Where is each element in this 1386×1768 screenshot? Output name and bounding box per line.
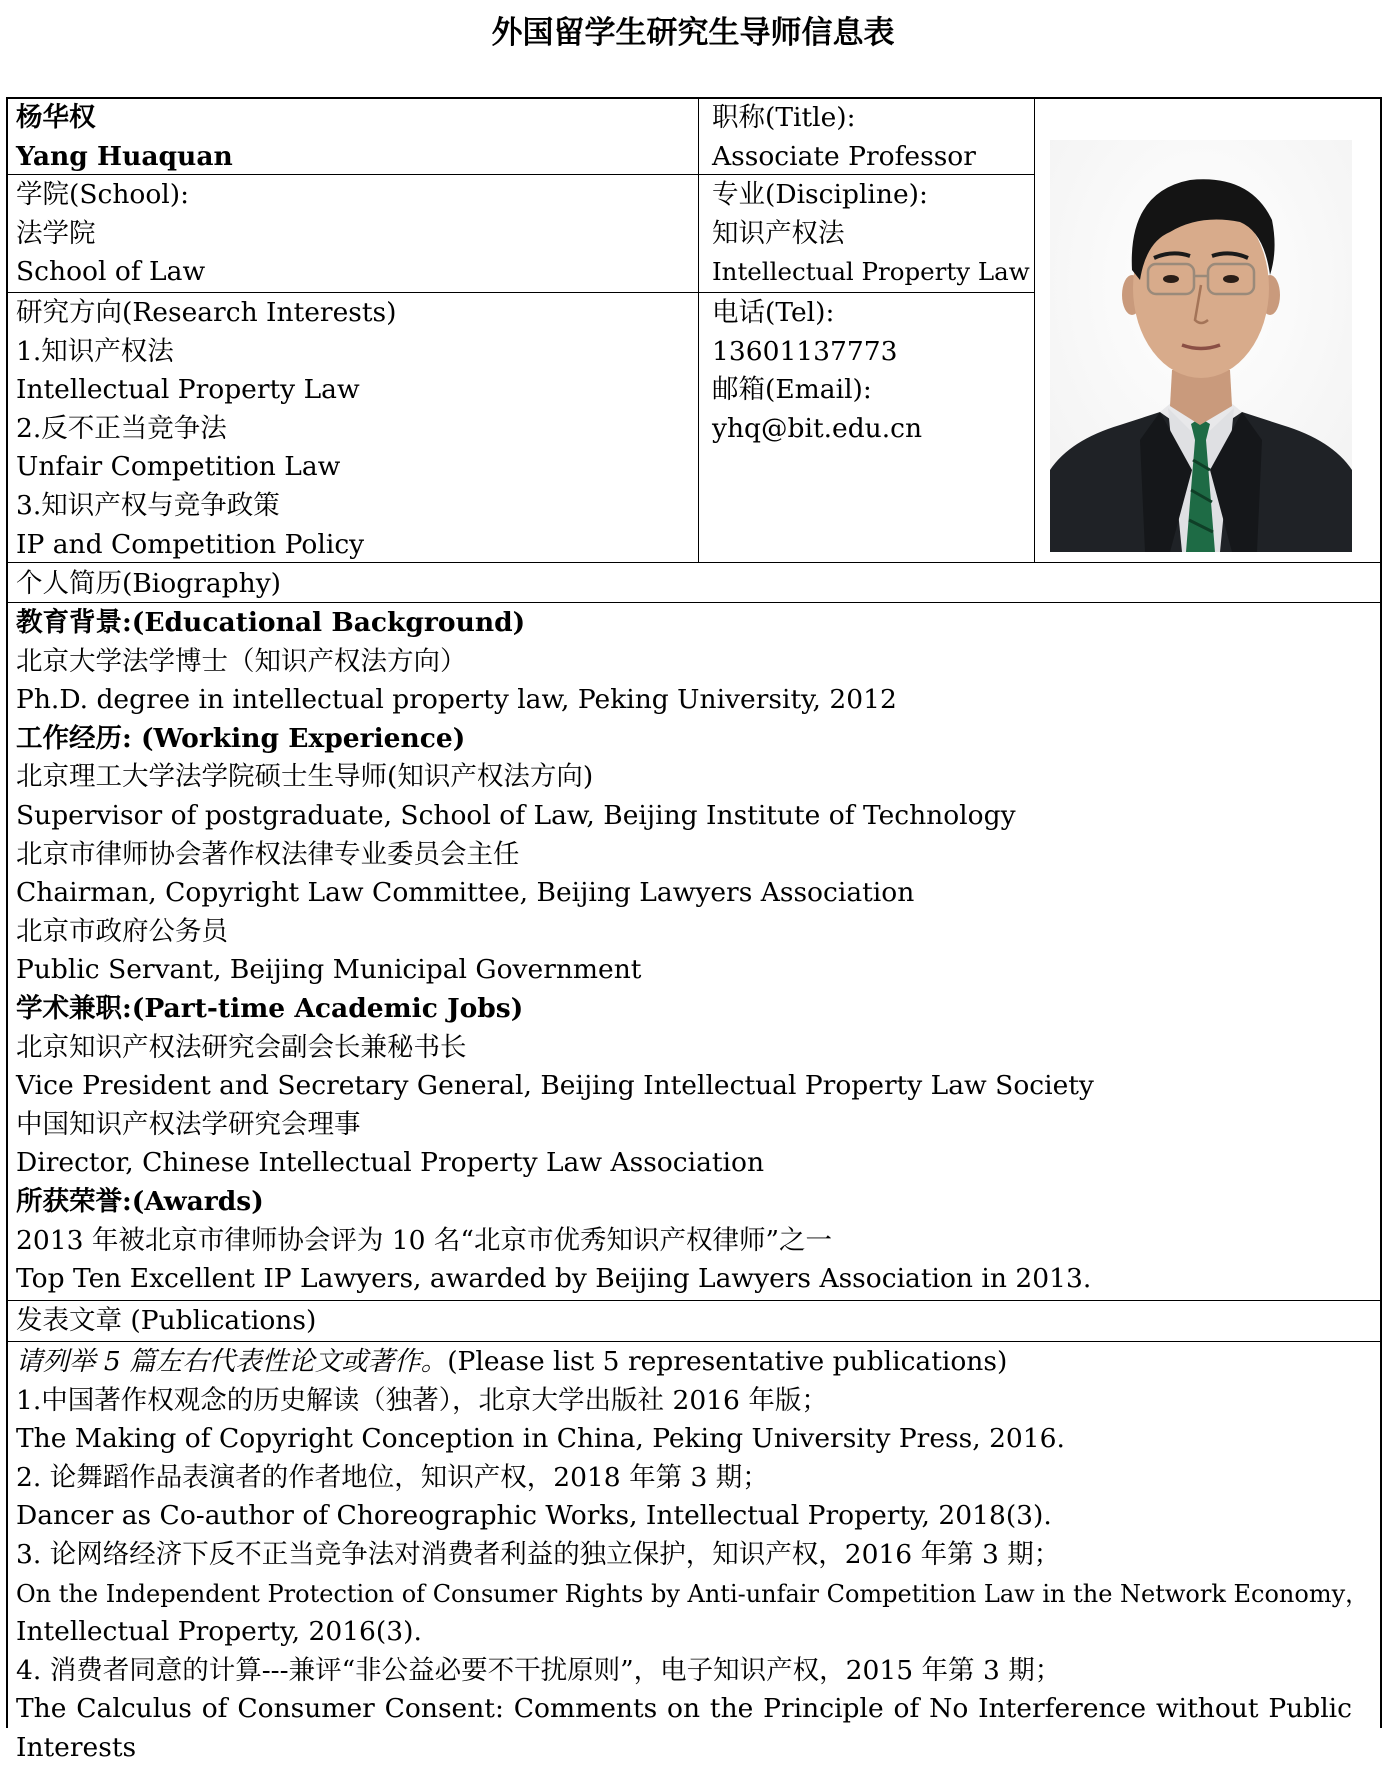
discipline-cn: 知识产权法	[712, 217, 845, 249]
publication-line: Dancer as Co-author of Choreographic Works, Intellectual Property, 2018(3).	[16, 1500, 1052, 1532]
row-divider-2	[6, 292, 1035, 293]
email-label: 邮箱(Email):	[712, 374, 872, 406]
parttime-line: Director, Chinese Intellectual Property Law Association	[16, 1147, 765, 1179]
publication-line: The Making of Copyright Conception in China, Peking University Press, 2016.	[16, 1423, 1065, 1455]
email-value: yhq@bit.edu.cn	[712, 412, 923, 444]
name-en: Yang Huaquan	[16, 140, 233, 172]
parttime-line: 北京知识产权法研究会副会长兼秘书长	[16, 1031, 467, 1063]
biography-content	[16, 604, 1094, 1299]
edu-heading: 教育背景:(Educational Background)	[16, 607, 526, 638]
research-cell	[16, 294, 396, 564]
publications-label: 发表文章 (Publications)	[16, 1305, 317, 1336]
instruction-cn: 请列举 5 篇左右代表性论文或著作。	[16, 1346, 448, 1377]
publications-instruction	[16, 1343, 1369, 1382]
research-line: IP and Competition Policy	[16, 528, 365, 560]
table-border-right	[1380, 97, 1382, 1728]
edu-line: Ph.D. degree in intellectual property law, Peking University, 2012	[16, 684, 897, 716]
edu-line: 北京大学法学博士（知识产权法方向）	[16, 645, 467, 677]
tel-value: 13601137773	[712, 335, 898, 367]
work-line: 北京市律师协会著作权法律专业委员会主任	[16, 838, 520, 870]
tel-label: 电话(Tel):	[712, 297, 835, 328]
col-divider-1	[698, 97, 699, 563]
work-line: Chairman, Copyright Law Committee, Beijing Lawyers Association	[16, 877, 915, 909]
portrait-photo	[1050, 140, 1352, 552]
name-cell	[16, 99, 233, 176]
publication-line: 4. 消费者同意的计算---兼评“非公益必要不干扰原则”，电子知识产权，2015 年第 3 期；	[16, 1654, 1062, 1686]
awards-line: 2013 年被北京市律师协会评为 10 名“北京市优秀知识产权律师”之一	[16, 1224, 833, 1256]
research-line: Intellectual Property Law	[16, 374, 360, 406]
title-label: 职称(Title):	[712, 102, 856, 133]
title-value: Associate Professor	[712, 140, 976, 172]
work-line: 北京市政府公务员	[16, 915, 228, 947]
col-divider-2	[1034, 97, 1035, 563]
work-line: 北京理工大学法学院硕士生导师(知识产权法方向)	[16, 761, 594, 793]
parttime-line: Vice President and Secretary General, Beijing Intellectual Property Law Society	[16, 1070, 1094, 1102]
instruction-en: (Please list 5 representative publications)	[447, 1346, 1008, 1377]
table-border-left	[6, 97, 8, 1728]
research-line: 3.知识产权与竞争政策	[16, 489, 280, 521]
discipline-cell	[712, 176, 1030, 292]
publication-line: 1.中国著作权观念的历史解读（独著），北京大学出版社 2016 年版；	[16, 1384, 828, 1416]
parttime-heading: 学术兼职:(Part-time Academic Jobs)	[16, 992, 524, 1024]
parttime-line: 中国知识产权法学研究会理事	[16, 1108, 361, 1140]
contact-cell	[712, 294, 922, 448]
publication-line: On the Independent Protection of Consumer Rights by Anti-unfair Competition Law in the Network Economy，	[16, 1579, 1370, 1608]
row-divider-6	[6, 1341, 1382, 1342]
school-en: School of Law	[16, 256, 206, 288]
title-cell	[712, 99, 976, 176]
discipline-label: 专业(Discipline):	[712, 179, 928, 210]
work-line: Public Servant, Beijing Municipal Government	[16, 954, 642, 986]
research-label: 研究方向(Research Interests)	[16, 297, 397, 328]
research-line: 1.知识产权法	[16, 335, 174, 367]
work-heading: 工作经历: (Working Experience)	[16, 722, 466, 754]
biography-label: 个人简历(Biography)	[16, 568, 282, 599]
work-line: Supervisor of postgraduate, School of Law, Beijing Institute of Technology	[16, 799, 1016, 831]
publication-line: 2. 论舞蹈作品表演者的作者地位，知识产权，2018 年第 3 期；	[16, 1461, 769, 1493]
page-title: 外国留学生研究生导师信息表	[491, 15, 895, 51]
publication-line: 3. 论网络经济下反不正当竞争法对消费者利益的独立保护，知识产权，2016 年第 3 期；	[16, 1538, 1061, 1570]
discipline-en: Intellectual Property Law	[712, 257, 1030, 287]
research-line: 2.反不正当竞争法	[16, 412, 227, 444]
school-cn: 法学院	[16, 217, 96, 249]
publications-content	[16, 1343, 1370, 1763]
school-cell	[16, 176, 205, 292]
publication-line: The Calculus of Consumer Consent: Comments on the Principle of No Interference without Public Interests	[16, 1693, 1352, 1763]
school-label: 学院(School):	[16, 179, 190, 210]
awards-line: Top Ten Excellent IP Lawyers, awarded by Beijing Lawyers Association in 2013.	[16, 1263, 1092, 1295]
research-line: Unfair Competition Law	[16, 451, 341, 483]
awards-heading: 所获荣誉:(Awards)	[16, 1185, 264, 1217]
name-cn: 杨华权	[16, 102, 96, 133]
row-divider-5	[6, 1300, 1382, 1301]
publication-line: Intellectual Property, 2016(3).	[16, 1616, 422, 1648]
